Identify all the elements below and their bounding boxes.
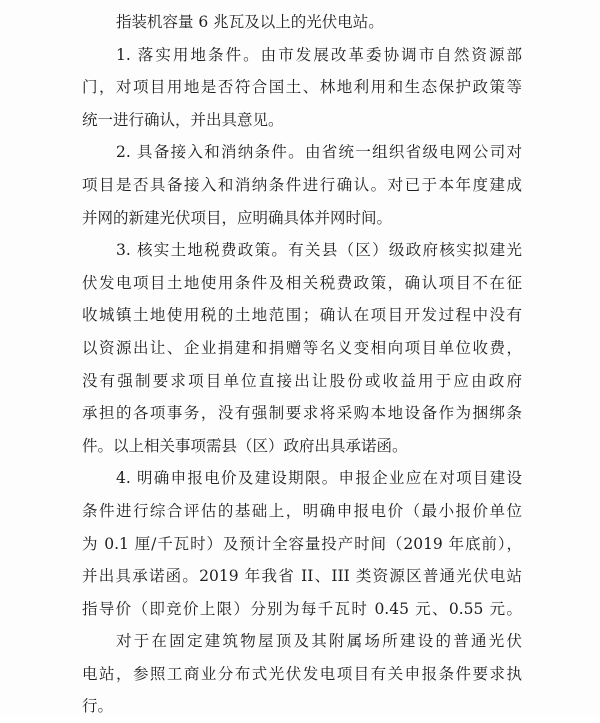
text-line: 4. 明确申报电价及建设期限。申报企业应在对项目建设 xyxy=(116,469,522,488)
text-line: 2. 具备接入和消纳条件。由省统一组织省级电网公司对 xyxy=(116,143,522,162)
text-line: 行。 xyxy=(82,697,114,716)
text-line: 以资源出让、企业捐建和捐赠等名义变相向项目单位收费， xyxy=(82,338,522,357)
text-line: 指导价（即竞价上限）分别为每千瓦时 0.45 元、0.55 元。 xyxy=(82,599,522,618)
text-line: 并出具承诺函。2019 年我省 II、III 类资源区普通光伏电站 xyxy=(82,567,522,586)
text-line: 电站，参照工商业分布式光伏发电项目有关申报条件要求执 xyxy=(82,664,522,683)
text-line: 条件进行综合评估的基础上，明确申报电价（最小报价单位 xyxy=(82,501,522,520)
text-line: 对于在固定建筑物屋顶及其附属场所建设的普通光伏 xyxy=(116,632,522,651)
text-line: 1. 落实用地条件。由市发展改革委协调市自然资源部 xyxy=(116,45,522,64)
text-line: 伏发电项目土地使用条件及相关税费政策，确认项目不在征 xyxy=(82,273,522,292)
text-line: 承担的各项事务，没有强制要求将采购本地设备作为捆绑条 xyxy=(82,404,522,423)
document-body xyxy=(82,6,522,723)
text-line: 件。以上相关事项需县（区）政府出具承诺函。 xyxy=(82,436,408,455)
text-line: 并网的新建光伏项目，应明确具体并网时间。 xyxy=(82,208,393,227)
text-line: 没有强制要求项目单位直接出让股份或收益用于应由政府 xyxy=(82,371,522,390)
text-line: 门，对项目用地是否符合国土、林地利用和生态保护政策等 xyxy=(82,78,522,97)
text-line: 统一进行确认，并出具意见。 xyxy=(82,110,284,129)
text-line: 为 0.1 厘/千瓦时）及预计全容量投产时间（2019 年底前）， xyxy=(82,534,522,553)
text-line: 收城镇土地使用税的土地范围；确认在项目开发过程中没有 xyxy=(82,306,522,325)
text-line: 3. 核实土地税费政策。有关县（区）级政府核实拟建光 xyxy=(116,241,522,260)
text-line: 指装机容量 6 兆瓦及以上的光伏电站。 xyxy=(116,13,384,31)
text-line: 项目是否具备接入和消纳条件进行确认。对已于本年度建成 xyxy=(82,175,522,194)
